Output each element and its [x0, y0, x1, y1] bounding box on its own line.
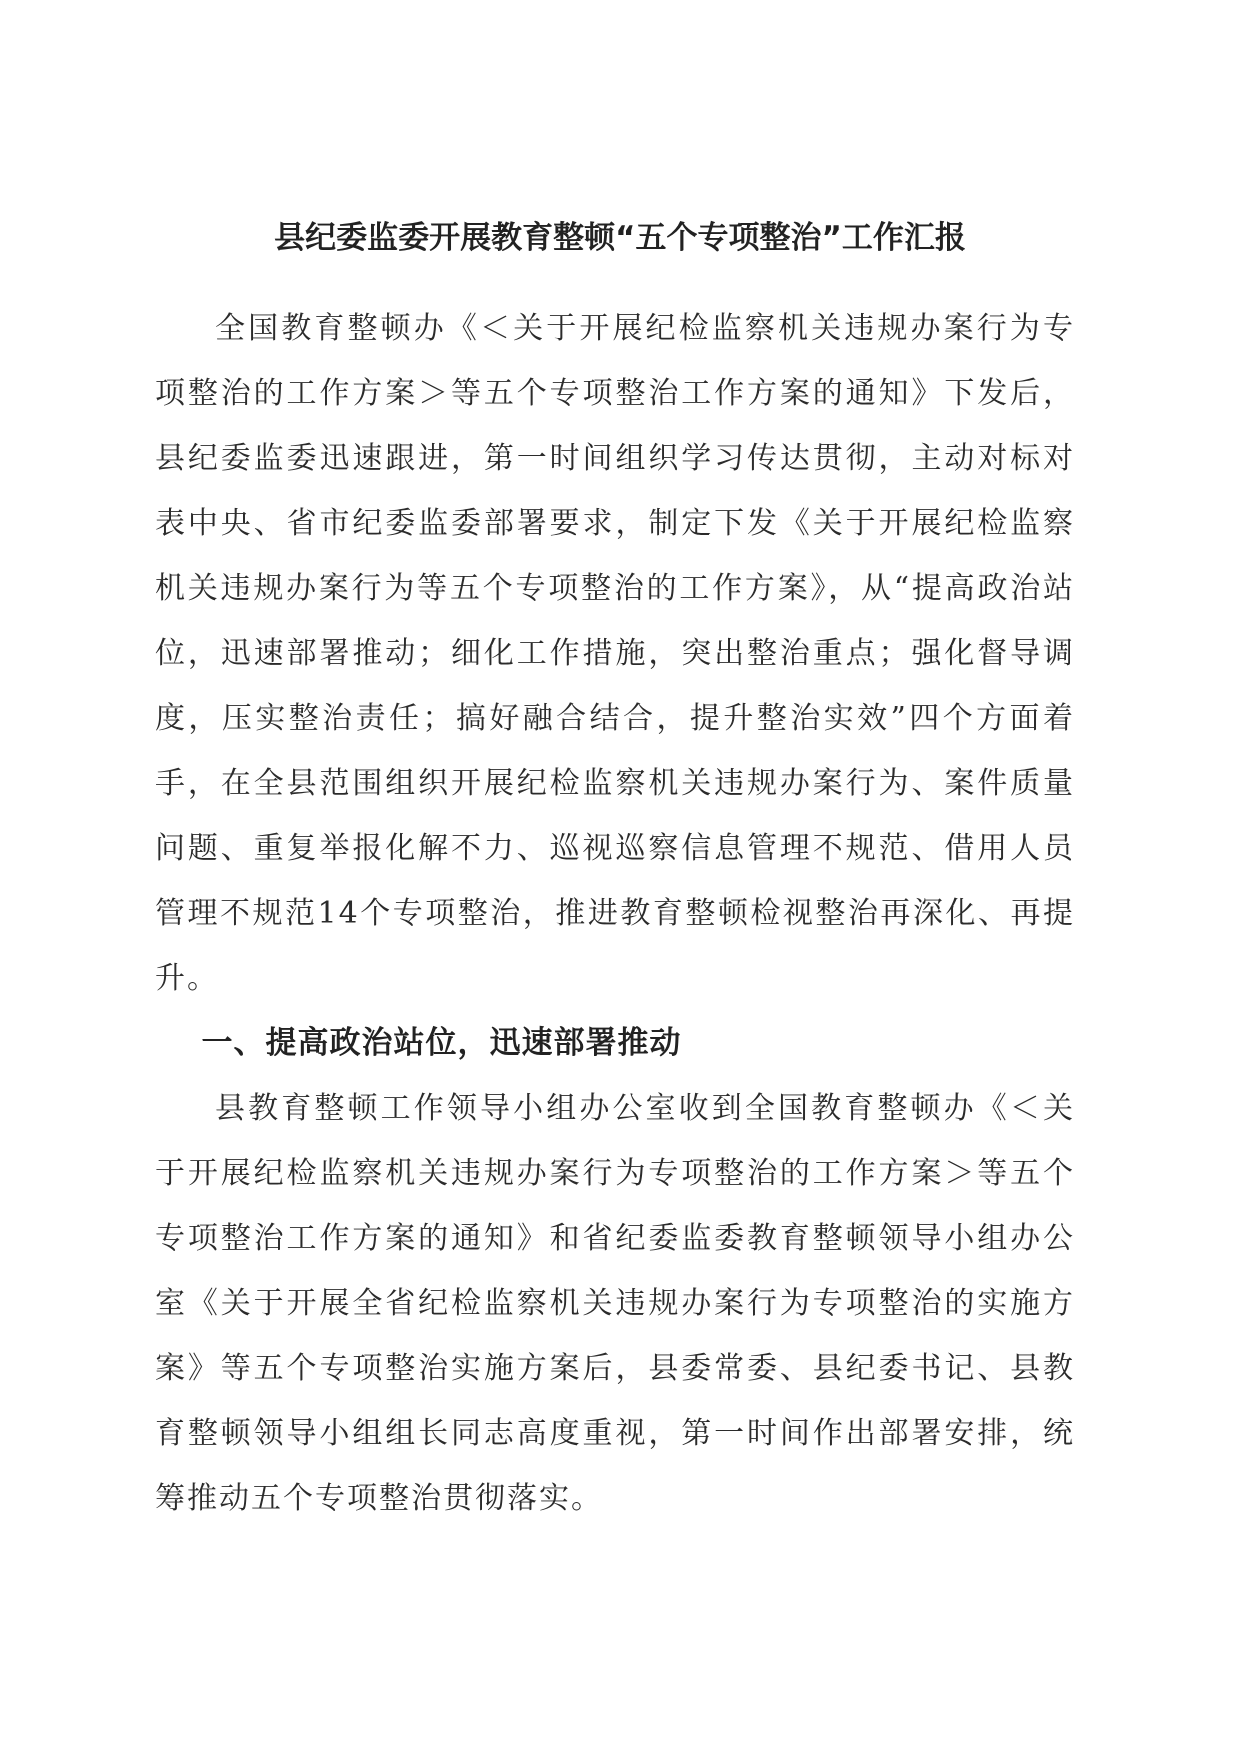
section-1-paragraph: 县教育整顿工作领导小组办公室收到全国教育整顿办《＜关于开展纪检监察机关违规办案行为专项整治的工作方案＞等五个专项整治工作方案的通知》和省纪委监委教育整顿领导小组办公室《关于开展全省纪检监察机关违规办案行为专项整治的实施方案》等五个专项整治实施方案后，县委常委、县纪委书记、县教育整顿领导小组组长同志高度重视，第一时间作出部署安排，统筹推动五个专项整治贯彻落实。 — [155, 1091, 1075, 1516]
document-title: 县纪委监委开展教育整顿“五个专项整治”工作汇报 — [274, 220, 966, 256]
intro-paragraph: 全国教育整顿办《＜关于开展纪检监察机关违规办案行为专项整治的工作方案＞等五个专项整治工作方案的通知》下发后，县纪委监委迅速跟进，第一时间组织学习传达贯彻，主动对标对表中央、省市纪委监委部署要求，制定下发《关于开展纪检监察机关违规办案行为等五个专项整治的工作方案》，从“提高政治站位，迅速部署推动；细化工作措施，突出整治重点；强化督导调度，压实整治责任；搞好融合结合，提升整治实效”四个方面着手，在全县范围组织开展纪检监察机关违规办案行为、案件质量问题、重复举报化解不力、巡视巡察信息管理不规范、借用人员管理不规范14个专项整治，推进教育整顿检视整治再深化、再提升。 — [155, 311, 1075, 996]
section-heading-1: 一、提高政治站位，迅速部署推动 — [201, 1025, 682, 1061]
document-body — [155, 296, 1075, 1531]
